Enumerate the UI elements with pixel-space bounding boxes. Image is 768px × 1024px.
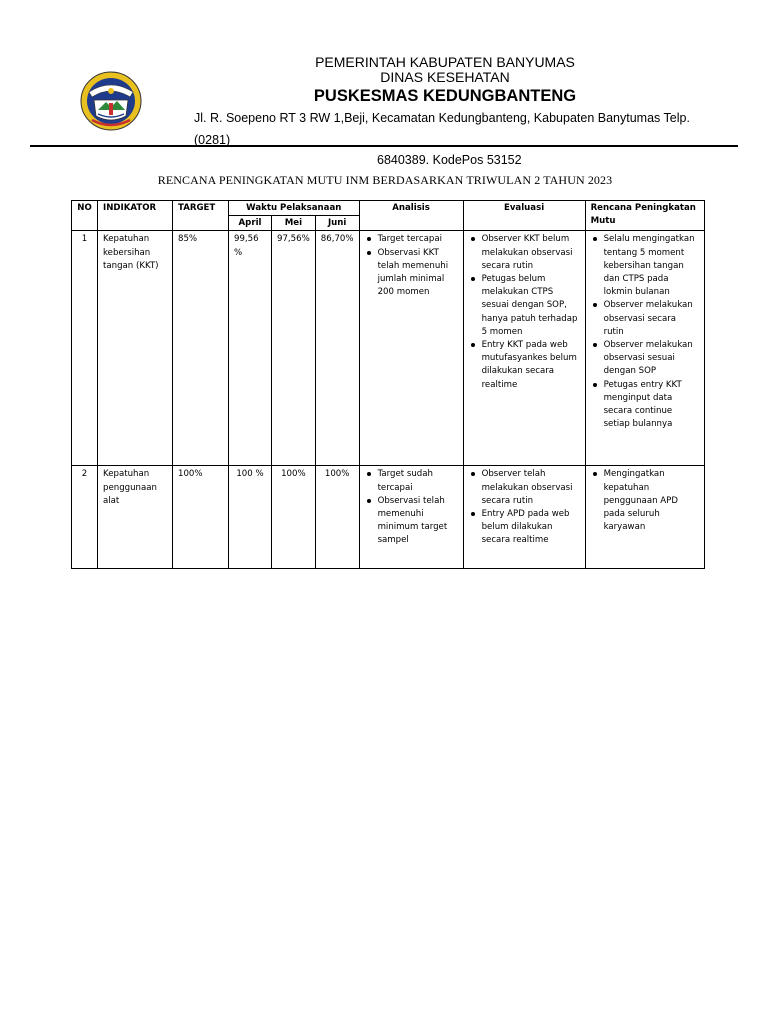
list-item: Petugas entry KKT menginput data secara continue setiap bulannya	[604, 379, 699, 432]
table-row	[72, 466, 705, 569]
cell-juni: 100%	[315, 466, 359, 569]
address-line-1: Jl. R. Soepeno RT 3 RW 1,Beji, Kecamatan Kedungbanteng, Kabupaten Banytumas Telp. (0281)	[194, 111, 690, 147]
col-indicator: INDIKATOR	[98, 201, 173, 231]
list-item: Petugas belum melakukan CTPS sesuai dengan SOP, hanya patuh terhadap 5 momen	[482, 273, 580, 339]
document-title: RENCANA PENINGKATAN MUTU INM BERDASARKAN TRIWULAN 2 TAHUN 2023	[157, 173, 613, 187]
cell-mei: 100%	[272, 466, 316, 569]
list-item: Observasi telah memenuhi minimum target sampel	[378, 495, 458, 548]
cell-april: 99,56 %	[229, 231, 272, 466]
letterhead	[190, 55, 700, 169]
list-item: Entry KKT pada web mutufasyankes belum dilakukan secara realtime	[482, 339, 580, 392]
institution-name: PUSKESMAS KEDUNGBANTENG	[313, 87, 577, 105]
address-line-2: 6840389. KodePos 53152	[377, 153, 522, 167]
list-item: Observasi KKT telah memenuhi jumlah minimal 200 momen	[378, 247, 458, 300]
list-item: Selalu mengingatkan tentang 5 moment kebersihan tangan dan CTPS pada lokmin bulanan	[604, 233, 699, 299]
list-item: Observer melakukan observasi sesuai dengan SOP	[604, 339, 699, 379]
list-item: Observer melakukan observasi secara rutin	[604, 299, 699, 339]
cell-indicator: Kepatuhan kebersihan tangan (KKT)	[98, 231, 173, 466]
list-item: Observer telah melakukan observasi secara rutin	[482, 468, 580, 508]
cell-indicator: Kepatuhan penggunaan alat	[98, 466, 173, 569]
cell-evaluation	[463, 466, 585, 569]
col-no: NO	[72, 201, 98, 231]
cell-juni: 86,70%	[315, 231, 359, 466]
list-item: Mengingatkan kepatuhan penggunaan APD pada seluruh karyawan	[604, 468, 699, 534]
col-month-juni: Juni	[315, 216, 359, 231]
cell-no: 1	[72, 231, 98, 466]
list-item: Observer KKT belum melakukan observasi secara rutin	[482, 233, 580, 273]
list-item: Entry APD pada web belum dilakukan secara realtime	[482, 508, 580, 548]
cell-analysis	[359, 466, 463, 569]
cell-plan	[585, 231, 704, 466]
cell-evaluation	[463, 231, 585, 466]
col-month-mei: Mei	[272, 216, 316, 231]
col-analysis: Analisis	[359, 201, 463, 231]
list-item: Target tercapai	[378, 233, 458, 246]
cell-analysis	[359, 231, 463, 466]
cell-april: 100 %	[229, 466, 272, 569]
cell-plan	[585, 466, 704, 569]
regency-crest-icon	[80, 70, 142, 132]
letterhead-divider	[30, 145, 738, 147]
government-name: PEMERINTAH KABUPATEN BANYUMAS	[315, 54, 575, 70]
table-header-row	[72, 201, 705, 216]
list-item: Target sudah tercapai	[378, 468, 458, 494]
cell-no: 2	[72, 466, 98, 569]
col-evaluation: Evaluasi	[463, 201, 585, 231]
table-row	[72, 231, 705, 466]
cell-mei: 97,56%	[272, 231, 316, 466]
col-target: TARGET	[173, 201, 229, 231]
department-name: DINAS KESEHATAN	[380, 69, 510, 85]
col-month-april: April	[229, 216, 272, 231]
cell-target: 100%	[173, 466, 229, 569]
quality-plan-table	[71, 200, 705, 569]
col-schedule: Waktu Pelaksanaan	[229, 201, 360, 216]
col-plan: Rencana Peningkatan Mutu	[585, 201, 704, 231]
cell-target: 85%	[173, 231, 229, 466]
